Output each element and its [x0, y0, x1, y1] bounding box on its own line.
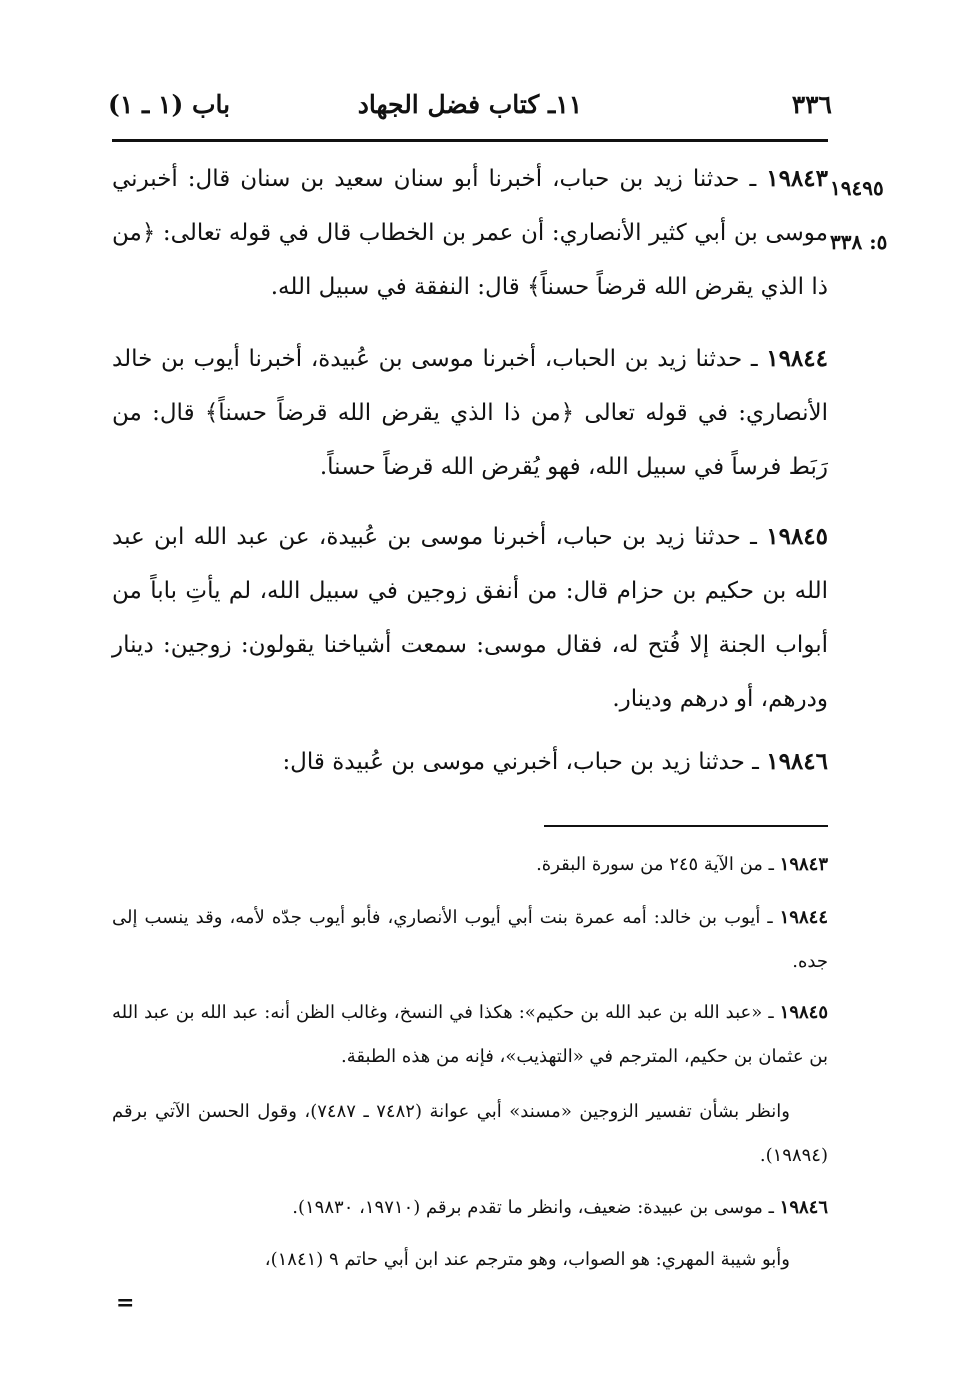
chapter-reference: باب (١ ـ ١) — [108, 90, 231, 119]
hadith-number: ١٩٨٤٥ — [766, 523, 829, 550]
book-title: ١١ـ كتاب فضل الجهاد — [357, 90, 583, 119]
footnote-text: ـ «عبد الله بن عبد الله بن حكيم»: هكذا في النسخ، وغالب الظن أنه: عبد الله بن عبد الله بن عثمان بن حكيم، المترجم في «التهذيب»، فإنه من هذه الطبقة. — [112, 1002, 828, 1067]
page-number: ٣٣٦ — [791, 90, 832, 119]
hadith-text: ـ حدثنا زيد بن حباب، أخبرني موسى بن عُبيدة قال: — [282, 749, 759, 775]
hadith-number: ١٩٨٤٣ — [766, 165, 828, 192]
hadith-paragraph — [112, 510, 828, 726]
footnote — [112, 1186, 828, 1230]
hadith-text: ـ حدثنا زيد بن حباب، أخبرنا موسى بن عُبيدة، عن عبد الله ابن عبد الله بن حكيم بن حزام قال: من أنفق زوجين في سبيل الله، لم يأتِ باباً من أبواب الجنة إلا فُتح له، فقال موسى: سمعت أشياخنا يقولون: زوجين: دينار ودرهم، أو درهم ودينار. — [112, 524, 828, 712]
margin-ref-2: ٥: ٣٣٨ — [830, 230, 888, 254]
footnote-number: ١٩٨٤٥ — [779, 1002, 828, 1023]
hadith-text: ـ حدثنا زيد بن حباب، أخبرنا أبو سنان سعيد بن سنان قال: أخبرني موسى بن أبي كثير الأنصاري: أن عمر بن الخطاب قال في قوله تعالى: ﴿من ذا الذي يقرض الله قرضاً حسناً﴾ قال: النفقة في سبيل الله. — [112, 166, 828, 300]
footnote — [112, 991, 828, 1079]
hadith-text: ـ حدثنا زيد بن الحباب، أخبرنا موسى بن عُبيدة، أخبرنا أيوب بن خالد الأنصاري: في قوله تعالى ﴿من ذا الذي يقرض الله قرضاً حسناً﴾ قال: من رَبَط فرساً في سبيل الله، فهو يُقرض الله قرضاً حسناً. — [112, 346, 828, 480]
hadith-number: ١٩٨٤٦ — [766, 748, 828, 775]
footnote-text: ـ موسى بن عبيدة: ضعيف، وانظر ما تقدم برقم (١٩٧١٠، ١٩٨٣٠). — [292, 1197, 774, 1218]
continuation-mark: = — [116, 1290, 135, 1316]
footnote-rule — [544, 825, 828, 827]
footnote-number: ١٩٨٤٤ — [779, 907, 828, 928]
footnote-continuation — [112, 1238, 828, 1282]
footnote — [112, 896, 828, 984]
footnote — [112, 843, 828, 887]
hadith-paragraph — [112, 735, 828, 789]
footnote-continuation — [112, 1090, 828, 1178]
footnote-number: ١٩٨٤٦ — [779, 1197, 828, 1218]
margin-ref-1: ١٩٤٩٥ — [830, 176, 884, 200]
running-header — [108, 90, 832, 130]
footnote-text: وانظر بشأن تفسير الزوجين «مسند» أبي عوانة (٧٤٨٢ ـ ٧٤٨٧)، وقول الحسن الآتي برقم (١٩٨٩٤). — [112, 1101, 828, 1166]
footnote-number: ١٩٨٤٣ — [779, 854, 828, 875]
footnote-text: ـ من الآية ٢٤٥ من سورة البقرة. — [536, 854, 774, 875]
hadith-paragraph — [112, 332, 828, 494]
hadith-number: ١٩٨٤٤ — [766, 345, 828, 372]
footnote-text: ـ أيوب بن خالد: أمه عمرة بنت أبي أيوب الأنصاري، فأبو أيوب جدّه لأمه، وقد ينسب إلى جده. — [112, 907, 828, 972]
footnote-text: وأبو شيبة المهري: هو الصواب، وهو مترجم عند ابن أبي حاتم ٩ (١٨٤١)، — [264, 1249, 790, 1270]
header-rule — [112, 139, 828, 142]
hadith-paragraph — [112, 152, 828, 314]
